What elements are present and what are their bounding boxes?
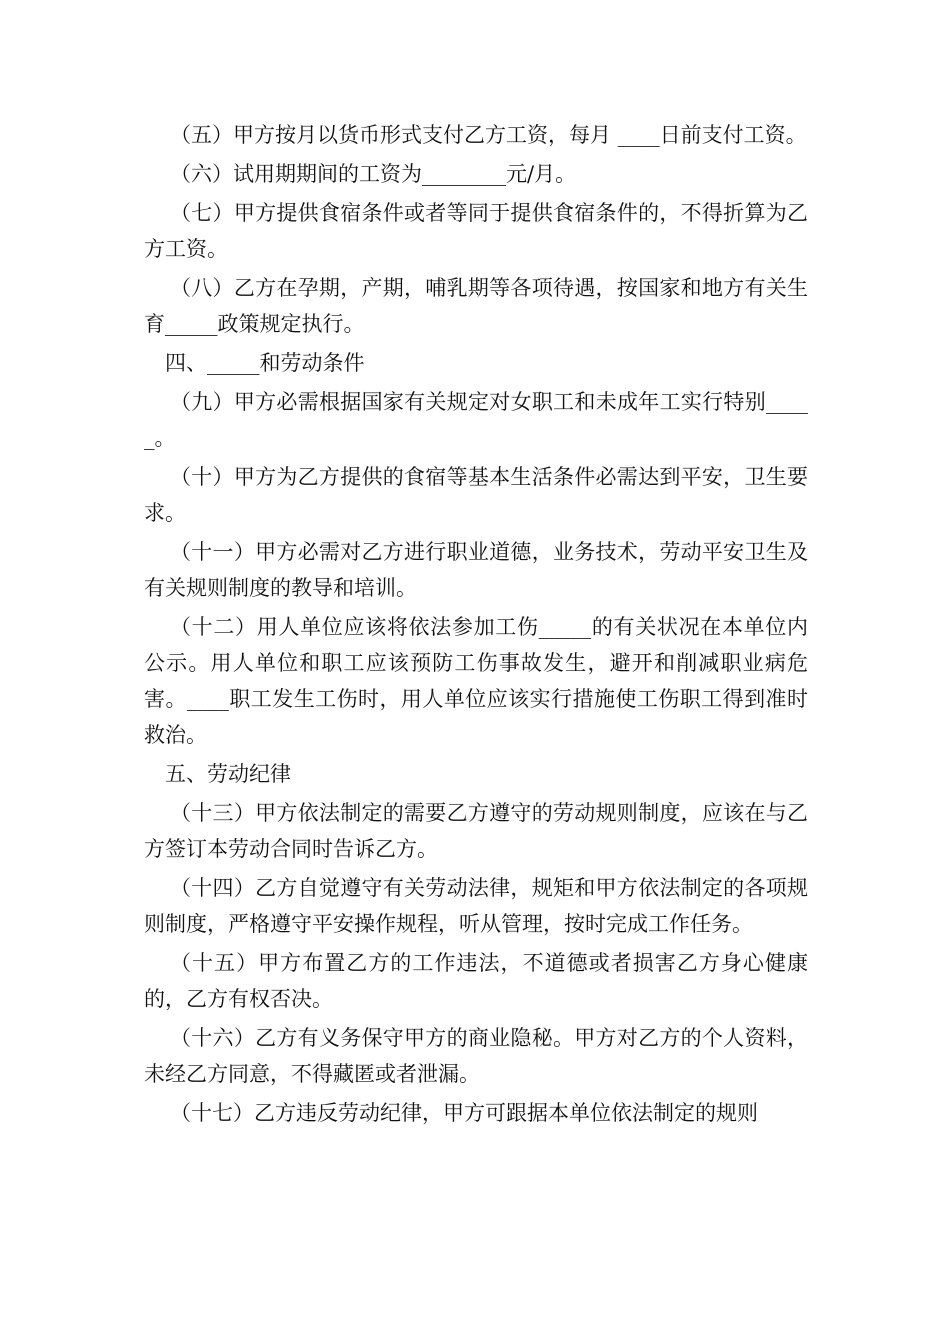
section-5-heading: 五、劳动纪律 xyxy=(165,762,291,786)
clause-12: （十二）用人单位应该将依法参加工伤_____的有关状况在本单位内公示。用人单位和职工应该预防工伤事故发生，避开和削减职业病危害。____职工发生工伤时，用人单位应该实行措施使工伤职工得到准时救治。 xyxy=(144,615,808,747)
section-4-heading: 四、_____和劳动条件 xyxy=(165,351,365,375)
document-page xyxy=(144,117,808,1134)
clause-14: （十四）乙方自觉遵守有关劳动法律，规矩和甲方依法制定的各项规则制度，严格遵守平安操作规程，听从管理，按时完成工作任务。 xyxy=(144,876,808,936)
clause-15: （十五）甲方布置乙方的工作违法，不道德或者损害乙方身心健康的，乙方有权否决。 xyxy=(144,951,808,1011)
clause-8: （八）乙方在孕期，产期，哺乳期等各项待遇，按国家和地方有关生育_____政策规定执行。 xyxy=(144,276,808,336)
clause-10: （十）甲方为乙方提供的食宿等基本生活条件必需达到平安，卫生要求。 xyxy=(144,465,808,525)
clause-11: （十一）甲方必需对乙方进行职业道德，业务技术，劳动平安卫生及有关规则制度的教导和培训。 xyxy=(144,540,808,600)
clause-7: （七）甲方提供食宿条件或者等同于提供食宿条件的，不得折算为乙方工资。 xyxy=(144,201,808,261)
clause-5: （五）甲方按月以货币形式支付乙方工资，每月 ____日前支付工资。 xyxy=(170,123,807,147)
clause-16: （十六）乙方有义务保守甲方的商业隐秘。甲方对乙方的个人资料，未经乙方同意，不得藏匿或者泄漏。 xyxy=(144,1026,808,1086)
clause-13: （十三）甲方依法制定的需要乙方遵守的劳动规则制度，应该在与乙方签订本劳动合同时告诉乙方。 xyxy=(144,801,808,861)
clause-9: （九）甲方必需根据国家有关规定对女职工和未成年工实行特别_____。 xyxy=(144,390,808,450)
clause-17: （十七）乙方违反劳动纪律，甲方可跟据本单位依法制定的规则 xyxy=(170,1101,758,1125)
clause-6: （六）试用期期间的工资为________元/月。 xyxy=(170,162,577,186)
